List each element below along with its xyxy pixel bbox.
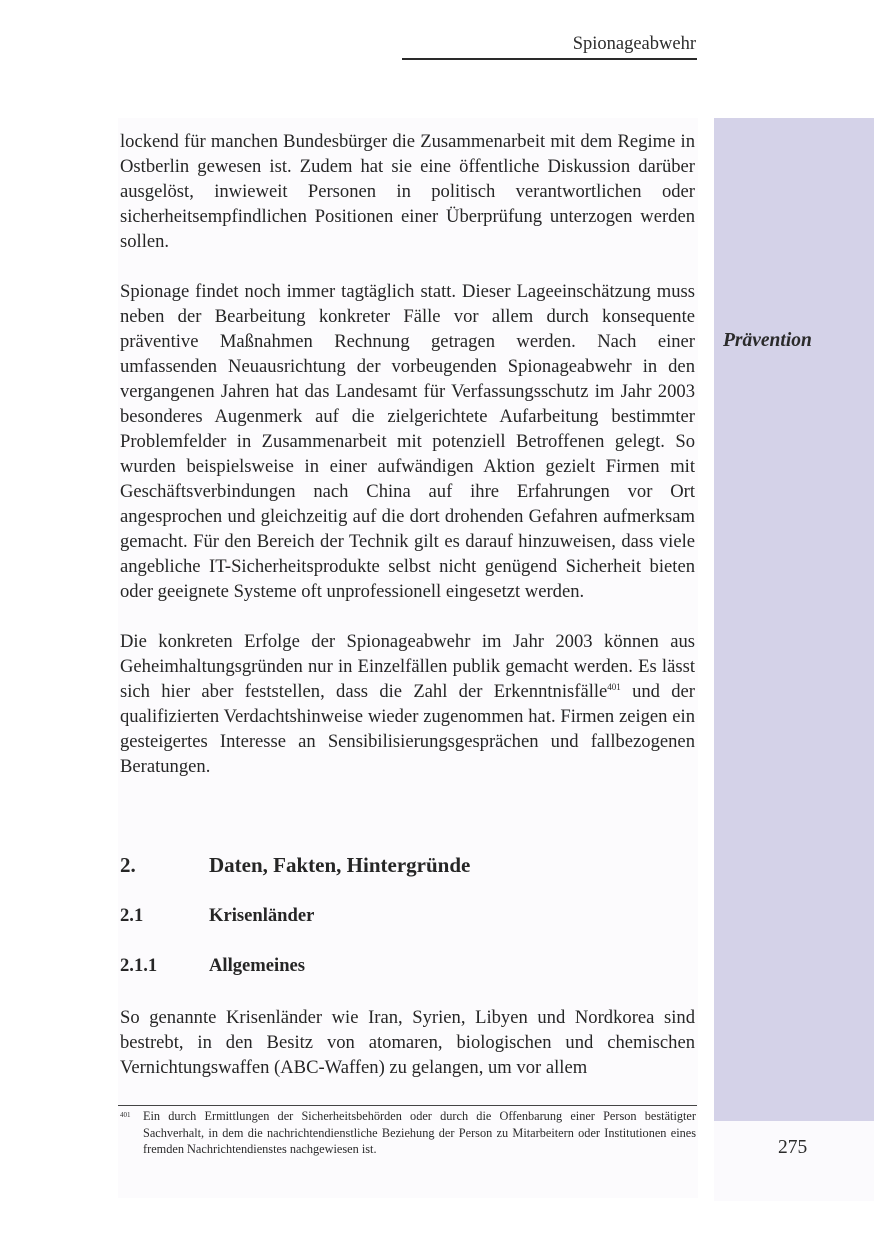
footnote-text: Ein durch Ermittlungen der Sicherheitsbehörden oder durch die Offenbarung einer Person bestätigter Sachverhalt, in dem die nachrichtendienstliche Beziehung der Person zu Mitarbeitern oder Institutionen eines fremden Nachrichtendienstes nachgewiesen ist. (143, 1109, 696, 1156)
margin-column (714, 118, 874, 1121)
heading-number: 2.1 (120, 905, 144, 926)
heading-level-1 (120, 853, 470, 878)
body-text (120, 129, 695, 779)
margin-keyword: Prävention (723, 330, 812, 351)
footnote (120, 1108, 696, 1158)
paragraph-1: lockend für manchen Bundesbürger die Zusammenarbeit mit dem Regime in Ostberlin gewesen ist. Zudem hat sie eine öffentliche Diskussion darüber ausgelöst, inwieweit Personen in politisch verantwortlichen oder sicherheitsempfindlichen Positionen einer Überprüfung unterzogen werden sollen. (120, 131, 695, 252)
heading-level-2 (120, 905, 314, 927)
paragraph-2: Spionage findet noch immer tagtäglich statt. Dieser Lageeinschätzung muss neben der Bearbeitung konkreter Fälle vor allem durch konsequente präventive Maßnahmen Rechnung getragen werden. Nach einer umfassenden Neuausrichtung der vorbeugenden Spionageabwehr in den vergangenen Jahren hat das Landesamt für Verfassungsschutz im Jahr 2003 besonderes Augenmerk auf die zielgerichtete Aufarbeitung bestimmter Problemfelder in Zusammenarbeit mit potenziell Betroffenen gelegt. So wurden beispielsweise in einer aufwändigen Aktion gezielt Firmen mit Geschäftsverbindungen nach China auf ihre Erfahrungen vor Ort angesprochen und gleichzeitig auf die dort drohenden Gefahren aufmerksam gemacht. Für den Bereich der Technik gilt es darauf hinzuweisen, dass viele angebliche IT-Sicherheitsprodukte selbst nicht genügend Sicherheit bieten oder geeignete Systeme oft unprofessionell eingesetzt werden. (120, 281, 695, 602)
heading-number: 2. (120, 853, 136, 877)
header-rule (402, 58, 697, 60)
body-text-continued (120, 1005, 695, 1080)
footnote-rule (118, 1105, 697, 1106)
heading-title: Daten, Fakten, Hintergründe (209, 853, 471, 877)
heading-title: Allgemeines (209, 955, 306, 976)
paragraph-3 (120, 629, 695, 779)
margin-column-footer (714, 1121, 874, 1201)
running-header: Spionageabwehr (572, 34, 696, 54)
paragraph-3-tail: und der qualifizierten Verdachtshinweise wieder zugenommen hat. Firmen zeigen ein gesteigertes Interesse an Sensibilisierungsgesprächen und fallbezogenen Beratungen. (120, 681, 695, 777)
paragraph-4: So genannte Krisenländer wie Iran, Syrien, Libyen und Nordkorea sind bestrebt, in den Besitz von atomaren, biologischen und chemischen Vernichtungswaffen (ABC-Waffen) zu gelangen, um vor allem (120, 1007, 695, 1078)
heading-level-3 (120, 955, 305, 977)
footnote-reference[interactable]: 401 (607, 682, 621, 692)
heading-number: 2.1.1 (120, 955, 158, 976)
footnote-number: 401 (120, 1111, 131, 1119)
page-number: 275 (778, 1137, 808, 1158)
paragraph-3-text: Die konkreten Erfolge der Spionageabwehr im Jahr 2003 können aus Geheimhaltungsgründen nur in Einzelfällen publik gemacht werden. Es lässt sich hier aber feststellen, dass die Zahl der Erkenntnisfälle (120, 631, 695, 702)
heading-title: Krisenländer (209, 905, 315, 926)
